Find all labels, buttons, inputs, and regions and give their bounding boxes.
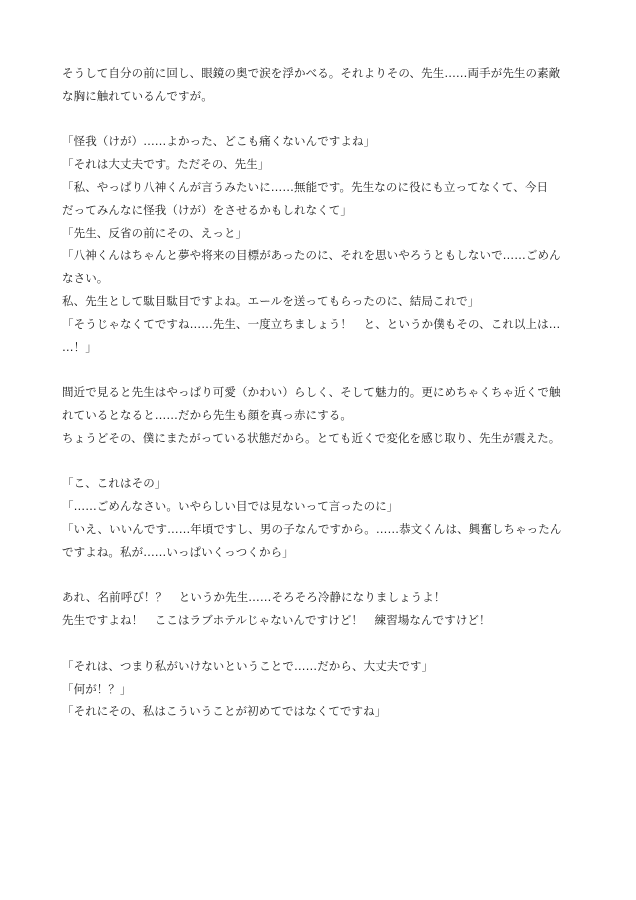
text-line: 「私、やっぱり八神くんが言うみたいに……無能です。先生なのに役にも立ってなくて、今日 xyxy=(62,179,549,194)
text-line: 「八神くんはちゃんと夢や将来の目標があったのに、それを思いやろうともしないで……ごめん xyxy=(62,248,561,263)
text-line: 「怪我（けが）……よかった、どこも痛くないんですよね」 xyxy=(62,134,376,149)
text-line: 「……ごめんなさい。いやらしい目では見ないって言ったのに」 xyxy=(62,499,399,514)
blank-line xyxy=(62,358,577,381)
text-line: 「こ、これはその」 xyxy=(62,476,167,491)
text-line: あれ、名前呼び！？ というか先生……そろそろ冷静になりましょうよ！ xyxy=(62,590,446,605)
text-line: 「先生、反省の前にその、えっと」 xyxy=(62,225,248,240)
text-line: 「それは、つまり私がいけないということで……だから、大丈夫です」 xyxy=(62,658,434,673)
text-line: 「それにその、私はこういうことが初めてではなくてですね」 xyxy=(62,704,387,719)
text-line: なさい。 xyxy=(62,271,109,286)
text-line: 私、先生として駄目駄目ですよね。エールを送ってもらったのに、結局これで」 xyxy=(62,293,480,308)
blank-line xyxy=(62,450,577,473)
body-text xyxy=(62,62,577,723)
text-line: な胸に触れているんですが。 xyxy=(62,88,213,103)
text-line: 間近で見ると先生はやっぱり可愛（かわい）らしく、そして魅力的。更にめちゃくちゃ近くで触 xyxy=(62,385,561,400)
text-line: …！」 xyxy=(62,339,97,354)
text-line: 「いえ、いいんです……年頃ですし、男の子なんですから。……恭文くんは、興奮しちゃったん xyxy=(62,521,562,536)
text-line: 「そうじゃなくてですね……先生、一度立ちましょう！ と、というか僕もその、これ以上は… xyxy=(62,316,561,331)
text-line: ですよね。私が……いっぱいくっつくから」 xyxy=(62,544,294,559)
text-line: 「何が！？」 xyxy=(62,681,132,696)
text-line: 「それは大丈夫です。ただその、先生」 xyxy=(62,157,270,172)
text-line: だってみんなに怪我（けが）をさせるかもしれなくて」 xyxy=(62,202,352,217)
text-line: ちょうどその、僕にまたがっている状態だから。とても近くで変化を感じ取り、先生が震えた。 xyxy=(62,430,561,445)
text-line: 先生ですよね！ ここはラブホテルじゃないんですけど！ 練習場なんですけど！ xyxy=(62,613,491,628)
text-line: れているとなると……だから先生も顔を真っ赤にする。 xyxy=(62,407,352,422)
text-line: そうして自分の前に回し、眼鏡の奥で涙を浮かべる。それよりその、先生……両手が先生の素敵 xyxy=(62,66,561,80)
blank-line xyxy=(62,564,577,587)
blank-line xyxy=(62,108,577,131)
blank-line xyxy=(62,632,577,655)
